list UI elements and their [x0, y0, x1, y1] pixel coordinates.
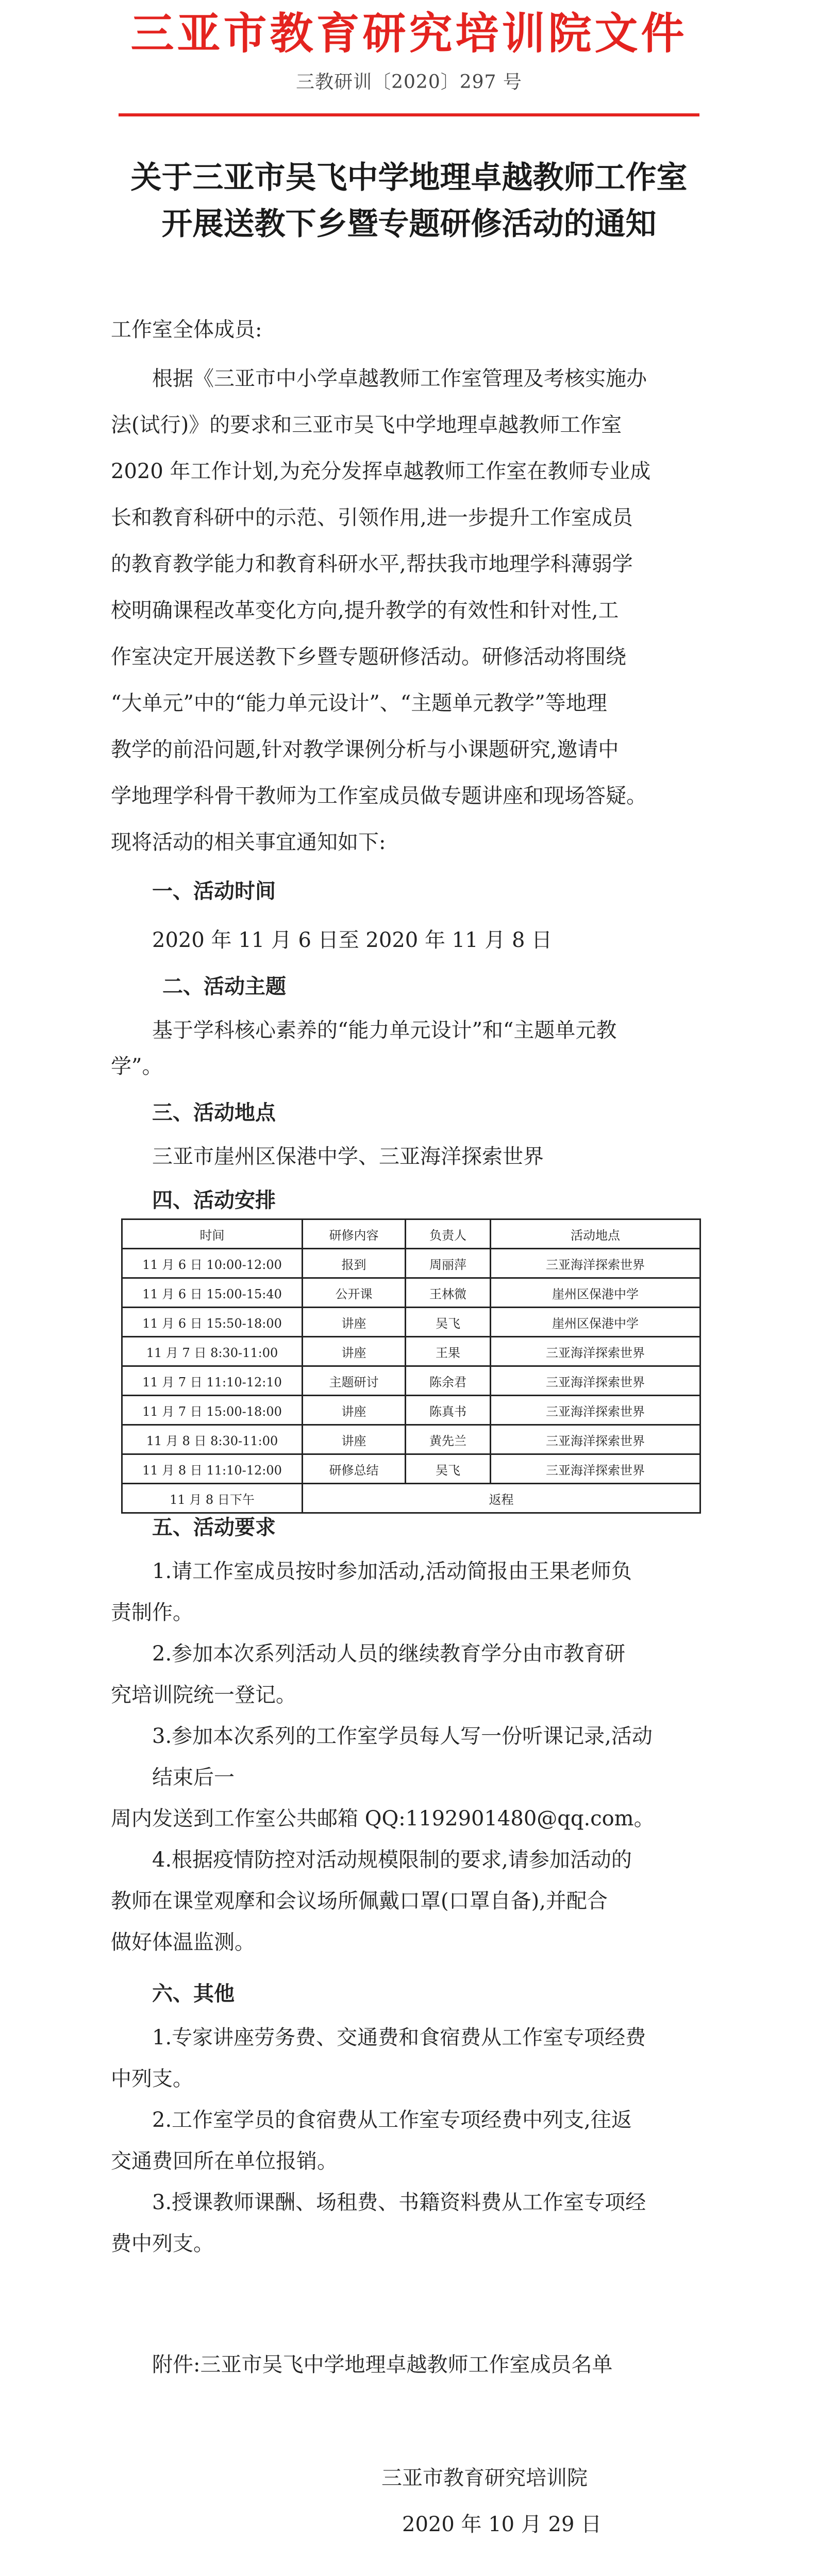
intro-line: 长和教育科研中的示范、引领作用,进一步提升工作室成员	[111, 506, 633, 530]
cell-content: 公开课	[303, 1278, 406, 1308]
cell-location: 三亚海洋探索世界	[491, 1337, 700, 1366]
cell-content: 研修总结	[303, 1454, 406, 1484]
table-row	[122, 1396, 700, 1425]
cell-location: 三亚海洋探索世界	[491, 1396, 700, 1425]
cell-time: 11 月 7 日 15:00-18:00	[122, 1396, 303, 1425]
section-heading-theme: 二、活动主题	[162, 975, 286, 998]
cell-time: 11 月 8 日 11:10-12:00	[122, 1454, 303, 1484]
section-heading-others: 六、其他	[152, 1982, 235, 2006]
signature-organization: 三亚市教育研究培训院	[381, 2466, 588, 2490]
cell-location: 崖州区保港中学	[491, 1308, 700, 1337]
requirements-list	[111, 1551, 709, 1963]
section-text-time: 2020 年 11 月 6 日至 2020 年 11 月 8 日	[152, 928, 553, 952]
column-header-time: 时间	[122, 1219, 303, 1249]
section-heading-requirements: 五、活动要求	[152, 1516, 276, 1539]
other-line: 中列支。	[111, 2067, 193, 2091]
salutation: 工作室全体成员:	[111, 318, 262, 342]
section-heading-location: 三、活动地点	[152, 1101, 276, 1125]
table-row	[122, 1425, 700, 1454]
section-text-theme-line-1: 基于学科核心素养的“能力单元设计”和“主题单元教	[152, 1019, 617, 1042]
cell-location: 三亚海洋探索世界	[491, 1249, 700, 1278]
others-list	[111, 2017, 709, 2264]
cell-time: 11 月 7 日 8:30-11:00	[122, 1337, 303, 1366]
intro-line: 学地理学科骨干教师为工作室成员做专题讲座和现场答疑。	[111, 784, 647, 808]
column-header-location: 活动地点	[491, 1219, 700, 1249]
intro-line: 法(试行)》的要求和三亚市吴飞中学地理卓越教师工作室	[111, 413, 622, 437]
intro-line: 校明确课程改革变化方向,提升教学的有效性和针对性,工	[111, 599, 619, 622]
requirement-line: 1.请工作室成员按时参加活动,活动简报由王果老师负	[152, 1560, 632, 1583]
document-header-title: 三亚市教育研究培训院文件	[130, 8, 688, 59]
cell-person: 陈真书	[406, 1396, 491, 1425]
table-row	[122, 1249, 700, 1278]
cell-time: 11 月 8 日下午	[122, 1484, 303, 1513]
cell-content: 讲座	[303, 1396, 406, 1425]
other-line: 交通费回所在单位报销。	[111, 2149, 338, 2173]
cell-person: 吴飞	[406, 1308, 491, 1337]
other-line: 2.工作室学员的食宿费从工作室专项经费中列支,往返	[152, 2108, 632, 2132]
section-heading-schedule: 四、活动安排	[152, 1189, 276, 1212]
requirement-line: 3.参加本次系列的工作室学员每人写一份听课记录,活动	[152, 1724, 653, 1748]
requirement-line: 究培训院统一登记。	[111, 1683, 296, 1707]
signature-date: 2020 年 10 月 29 日	[402, 2513, 602, 2536]
intro-line: 作室决定开展送教下乡暨专题研修活动。研修活动将围绕	[111, 645, 626, 669]
intro-paragraph	[111, 355, 709, 866]
header-red-rule	[119, 113, 699, 116]
column-header-person: 负责人	[406, 1219, 491, 1249]
requirement-line: 责制作。	[111, 1601, 193, 1624]
table-header-row	[122, 1219, 700, 1249]
section-text-theme-line-2: 学”。	[111, 1055, 163, 1078]
cell-location: 崖州区保港中学	[491, 1278, 700, 1308]
intro-line: 2020 年工作计划,为充分发挥卓越教师工作室在教师专业成	[111, 460, 651, 483]
cell-content: 讲座	[303, 1308, 406, 1337]
cell-content: 讲座	[303, 1425, 406, 1454]
document-number: 三教研训〔2020〕297 号	[296, 72, 522, 93]
intro-line: 的教育教学能力和教育科研水平,帮扶我市地理学科薄弱学	[111, 552, 633, 576]
requirement-line: 结束后一	[152, 1766, 235, 1789]
requirement-line: 做好体温监测。	[111, 1930, 255, 1954]
notice-title-line-1: 关于三亚市吴飞中学地理卓越教师工作室	[130, 160, 688, 196]
cell-content: 报到	[303, 1249, 406, 1278]
attachment-note: 附件:三亚市吴飞中学地理卓越教师工作室成员名单	[152, 2353, 613, 2377]
cell-time: 11 月 6 日 15:50-18:00	[122, 1308, 303, 1337]
cell-location: 三亚海洋探索世界	[491, 1425, 700, 1454]
other-line: 费中列支。	[111, 2232, 214, 2256]
cell-content: 主题研讨	[303, 1366, 406, 1396]
table-row	[122, 1308, 700, 1337]
cell-time: 11 月 6 日 10:00-12:00	[122, 1249, 303, 1278]
table-row	[122, 1454, 700, 1484]
cell-person: 王果	[406, 1337, 491, 1366]
intro-line: “大单元”中的“能力单元设计”、“主题单元教学”等地理	[111, 691, 607, 715]
cell-location: 三亚海洋探索世界	[491, 1366, 700, 1396]
intro-line: 根据《三亚市中小学卓越教师工作室管理及考核实施办	[152, 367, 647, 391]
cell-return: 返程	[303, 1484, 700, 1513]
cell-person: 周丽萍	[406, 1249, 491, 1278]
column-header-content: 研修内容	[303, 1219, 406, 1249]
schedule-table	[121, 1218, 701, 1514]
other-line: 3.授课教师课酬、场租费、书籍资料费从工作室专项经	[152, 2191, 646, 2214]
requirement-line: 周内发送到工作室公共邮箱 QQ:1192901480@qq.com。	[111, 1807, 655, 1831]
cell-person: 王林微	[406, 1278, 491, 1308]
cell-person: 陈余君	[406, 1366, 491, 1396]
cell-time: 11 月 7 日 11:10-12:10	[122, 1366, 303, 1396]
section-heading-time: 一、活动时间	[152, 879, 276, 903]
requirement-line: 教师在课堂观摩和会议场所佩戴口罩(口罩自备),并配合	[111, 1889, 608, 1913]
intro-line: 现将活动的相关事宜通知如下:	[111, 831, 386, 854]
requirement-line: 2.参加本次系列活动人员的继续教育学分由市教育研	[152, 1642, 626, 1666]
cell-person: 黄先兰	[406, 1425, 491, 1454]
cell-person: 吴飞	[406, 1454, 491, 1484]
cell-time: 11 月 8 日 8:30-11:00	[122, 1425, 303, 1454]
requirement-line: 4.根据疫情防控对活动规模限制的要求,请参加活动的	[152, 1848, 632, 1872]
other-line: 1.专家讲座劳务费、交通费和食宿费从工作室专项经费	[152, 2026, 646, 2049]
cell-time: 11 月 6 日 15:00-15:40	[122, 1278, 303, 1308]
table-row	[122, 1366, 700, 1396]
table-row	[122, 1337, 700, 1366]
table-row	[122, 1278, 700, 1308]
cell-location: 三亚海洋探索世界	[491, 1454, 700, 1484]
notice-title-line-2: 开展送教下乡暨专题研修活动的通知	[161, 206, 657, 242]
cell-content: 讲座	[303, 1337, 406, 1366]
section-text-location: 三亚市崖州区保港中学、三亚海洋探索世界	[152, 1145, 544, 1168]
intro-line: 教学的前沿问题,针对教学课例分析与小课题研究,邀请中	[111, 738, 619, 761]
